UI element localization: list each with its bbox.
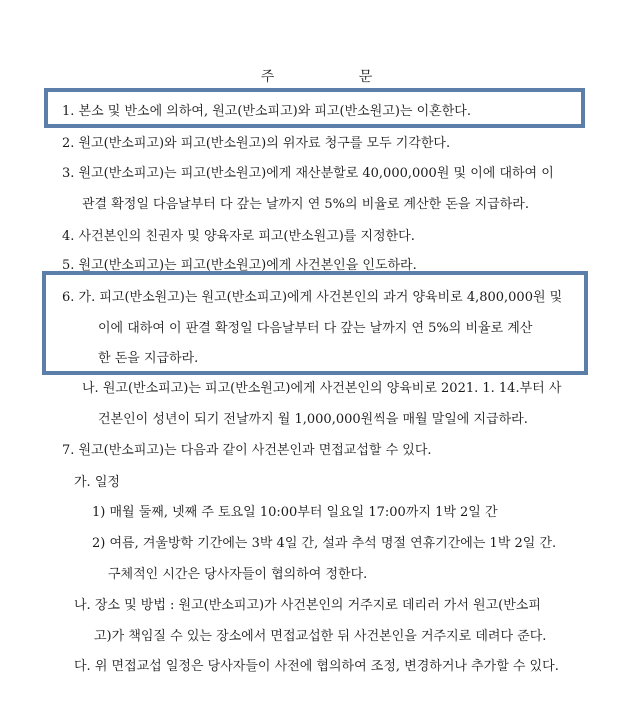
order-item-1: 1. 본소 및 반소에 의하여, 원고(반소피고)와 피고(반소원고)는 이혼한다.	[62, 104, 471, 119]
order-item-7-na-line-1: 나. 장소 및 방법 : 원고(반소피고)가 사건본인의 거주지로 데리러 가서 원고(반소피	[74, 598, 541, 613]
order-item-6-na-line-1: 나. 원고(반소피고)는 피고(반소원고)에게 사건본인의 양육비로 2021. 1. 14.부터 사	[82, 381, 562, 396]
order-item-4: 4. 사건본인의 친권자 및 양육자로 피고(반소원고)를 지정한다.	[62, 229, 415, 244]
order-item-3-line-1: 3. 원고(반소피고)는 피고(반소원고)에게 재산분할로 40,000,000원 및 이에 대하여 이	[62, 166, 554, 181]
order-item-6-ga-line-2: 이에 대하여 이 판결 확정일 다음날부터 다 갚는 날까지 연 5%의 비율로 계산	[98, 321, 533, 336]
order-item-7-ga-2-line-2: 구체적인 시간은 당사자들이 협의하여 정한다.	[108, 567, 368, 582]
order-item-3-line-2: 관결 확정일 다음날부터 다 갚는 날까지 연 5%의 비율로 계산한 돈을 지급하라.	[82, 197, 529, 212]
order-item-5: 5. 원고(반소피고)는 피고(반소원고)에게 사건본인을 인도하라.	[62, 258, 417, 273]
order-item-7-ga: 가. 일정	[74, 475, 120, 490]
order-item-7-ga-2-line-1: 2) 여름, 겨울방학 기간에는 3박 4일 간, 설과 추석 명절 연휴기간에는 1박 2일 간.	[92, 536, 557, 551]
order-item-6-ga-line-3: 한 돈을 지급하라.	[98, 351, 199, 366]
order-item-6-ga-line-1: 6. 가. 피고(반소원고)는 원고(반소피고)에게 사건본인의 과거 양육비로 4,800,000원 및	[62, 290, 563, 305]
order-item-7: 7. 원고(반소피고)는 다음과 같이 사건본인과 면접교섭할 수 있다.	[62, 443, 432, 458]
page-title: 주 문	[260, 69, 413, 85]
order-item-6-na-line-2: 건본인이 성년이 되기 전날까지 월 1,000,000원씩을 매월 말일에 지급하라.	[98, 412, 528, 427]
order-item-7-na-line-2: 고)가 책임질 수 있는 장소에서 면접교섭한 뒤 사건본인을 거주지로 데려다 준다.	[94, 629, 547, 644]
order-item-7-da: 다. 위 면접교섭 일정은 당사자들이 사전에 협의하여 조정, 변경하거나 추가할 수 있다.	[74, 659, 559, 674]
order-item-2: 2. 원고(반소피고)와 피고(반소원고)의 위자료 청구를 모두 기각한다.	[62, 136, 451, 151]
order-item-7-ga-1: 1) 매월 둘째, 넷째 주 토요일 10:00부터 일요일 17:00까지 1박 2일 간	[92, 505, 498, 520]
